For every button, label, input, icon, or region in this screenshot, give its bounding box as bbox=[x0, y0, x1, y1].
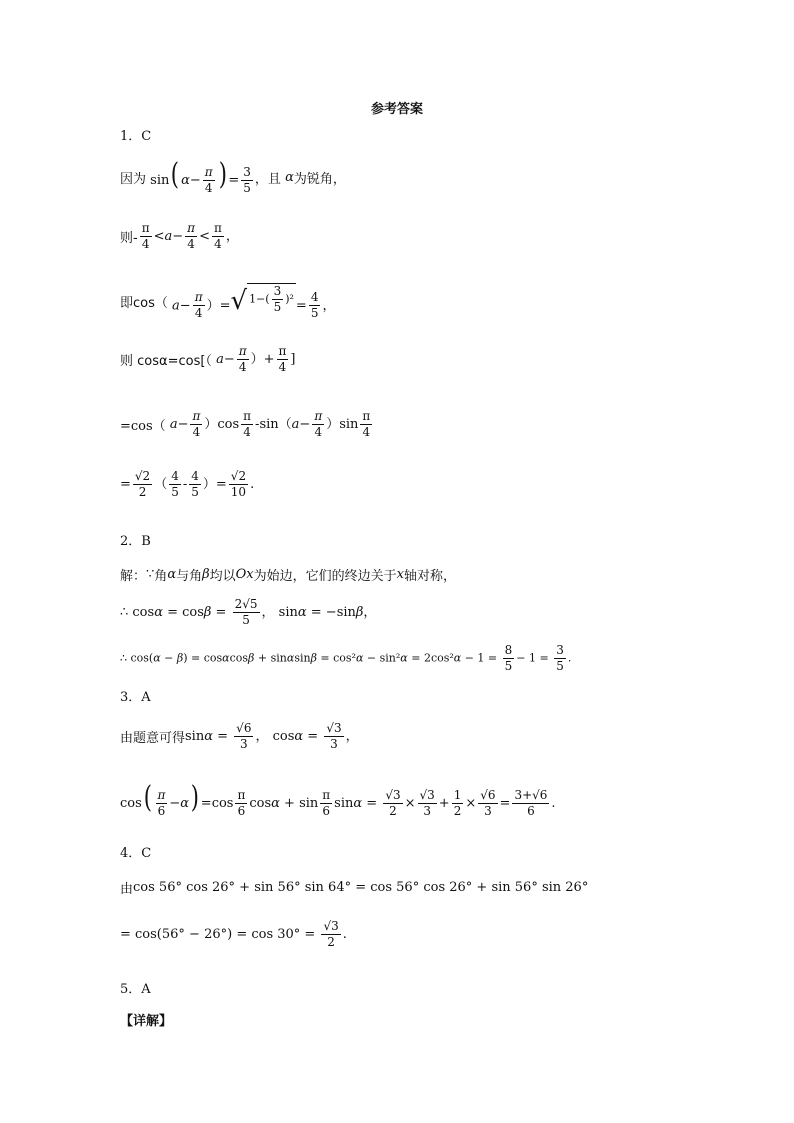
q1-l2-prefix: 则- bbox=[120, 231, 138, 247]
answer-4-label: 4．C bbox=[120, 846, 152, 861]
q1-l1-prefix: 因为 bbox=[120, 172, 147, 188]
q2-l3-math: ∴ cos(α − β) = cosαcosβ + sinαsinβ = cos²α − sin²α = 2cos²α − 1 = $\frac{8}{5}$ − 1 = $\frac{3}{5}$ . bbox=[120, 643, 572, 674]
q4-line-2 bbox=[120, 920, 347, 949]
q2-text-e: 轴对称， bbox=[404, 569, 457, 584]
q3-l1-prefix: 由题意可得 bbox=[120, 731, 186, 747]
alpha-symbol-q2: α bbox=[167, 567, 177, 582]
q2-l1-prefix: 解： bbox=[120, 569, 147, 584]
q4-l1-prefix: 由 bbox=[120, 882, 134, 897]
q1-line-1 bbox=[120, 157, 346, 195]
q2-text-b: 与角 bbox=[176, 569, 203, 584]
q1-l1-math: sin( α− $\frac{\pi}{4}$ ) = $\frac{3}{5}$ bbox=[146, 157, 251, 195]
q2-text-c: 均以 bbox=[209, 569, 236, 584]
q4-l1-math: cos 56° cos 26° + sin 56° sin 64° = cos 56° cos 26° + sin 56° sin 26° bbox=[133, 880, 589, 895]
q1-l2-math: $\frac{\pi}{4}$ <a− $\frac{\pi}{4}$ < $\frac{\pi}{4}$ ， bbox=[141, 221, 239, 252]
q3-l1-math: sinα = $\frac{√6}{3}$ ， cosα = $\frac{√3}{3}$ ， bbox=[185, 721, 359, 752]
q1-line-5 bbox=[120, 410, 374, 439]
q3-l2-math: cos( $\frac{\pi}{6}$ −α) =cos $\frac{\pi}{6}$ cosα + sin $\frac{\pi}{6}$ sinα = $\frac{√3}{2}$ × $\frac{√3}{3}$ + $\frac{1}{2}$ × $\frac{√6}{3}$ = $\frac{3+√6}{6}$ . bbox=[120, 780, 556, 818]
answer-2-label: 2．B bbox=[120, 534, 151, 549]
answer-1-label: 1．C bbox=[120, 129, 152, 144]
q1-l6-prefix: = bbox=[120, 477, 131, 493]
q3-line-2 bbox=[120, 780, 556, 818]
q3-line-1 bbox=[120, 722, 359, 751]
q4-l2-math: = cos(56° − 26°) = cos 30° = $\frac{√3}{2}$ . bbox=[120, 919, 347, 950]
q1-line-2 bbox=[120, 222, 239, 251]
detail-heading: 【详解】 bbox=[120, 1014, 173, 1029]
q1-l6-math: $\frac{√2}{2}$ （ $\frac{4}{5}$ - $\frac{4}{5}$ ）= $\frac{√2}{10}$ . bbox=[134, 469, 255, 500]
q2-line-3 bbox=[120, 644, 571, 673]
q1-l3-math: a− $\frac{\pi}{4}$ ）= √ 1−( $\frac{3}{5}$ )² = $\frac{4}{5}$ ， bbox=[172, 284, 336, 321]
q1-l4-math: a− $\frac{\pi}{4}$ ）+ $\frac{\pi}{4}$ ] bbox=[216, 344, 296, 375]
because-symbol: ∵ bbox=[146, 567, 155, 582]
q1-line-4 bbox=[120, 345, 296, 374]
q1-l1-suffix: ，且 bbox=[254, 172, 281, 188]
q1-l4-prefix: 则 cosα=cos[（ bbox=[120, 354, 212, 370]
q1-l5-math: a− $\frac{\pi}{4}$ ）cos $\frac{\pi}{4}$ -sin（a− $\frac{\pi}{4}$ ）sin $\frac{\pi}{4}$ bbox=[169, 409, 371, 440]
answer-3-label: 3．A bbox=[120, 690, 151, 705]
q1-line-3 bbox=[120, 283, 335, 321]
x-symbol: x bbox=[396, 567, 404, 582]
beta-symbol-q2: β bbox=[202, 567, 210, 582]
q1-l3-prefix: 即cos（ bbox=[120, 296, 168, 312]
q1-l5-prefix: =cos（ bbox=[120, 419, 166, 435]
ox-symbol: Ox bbox=[235, 567, 254, 582]
q4-line-1 bbox=[120, 878, 588, 897]
q2-line-2 bbox=[120, 598, 376, 627]
q1-l1-tail: 为锐角， bbox=[293, 172, 346, 188]
q1-line-6 bbox=[120, 470, 254, 499]
q2-text-d: 为始边，它们的终边关于 bbox=[253, 569, 397, 584]
q2-line-1 bbox=[120, 565, 456, 584]
page-title: 参考答案 bbox=[370, 102, 423, 117]
alpha-symbol: α bbox=[280, 170, 294, 186]
q2-l2-math: ∴ cosα = cosβ = $\frac{2√5}{5}$ ， sinα = −sinβ， bbox=[120, 597, 377, 628]
q2-text-a: 角 bbox=[154, 569, 168, 584]
answer-5-label: 5．A bbox=[120, 982, 151, 997]
